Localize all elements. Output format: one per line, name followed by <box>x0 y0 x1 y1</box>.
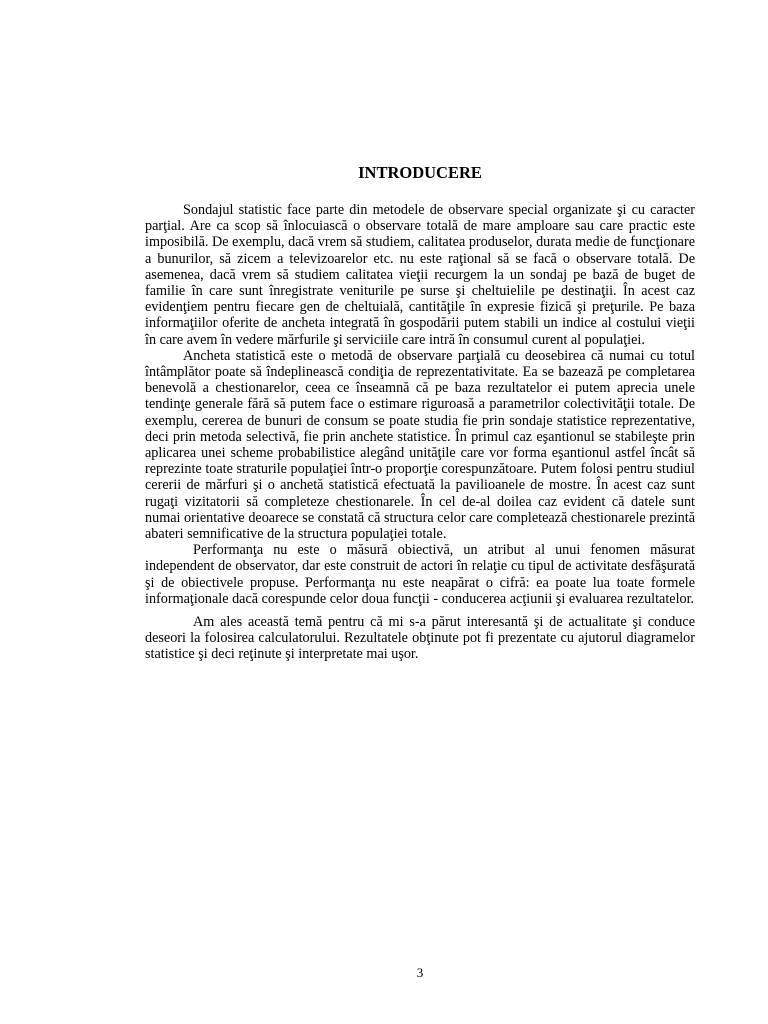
paragraph-ancheta: Ancheta statistică este o metodă de observare parţială cu deosebirea că numai cu totul întâmplător poate să îndeplinească condiţia de reprezentativitate. Ea se bazează pe completarea benevolă a chestionarelor, ceea ce înseamnă că pe baza rezultatelor ei putem aprecia unele tendinţe generale fără să putem face o estimare riguroasă a parametrilor colectivităţii totale. De exemplu, cererea de bunuri de consum se poate studia fie prin sondaje statistice reprezentative, deci prin metoda selectivă, fie prin anchete statistice. În primul caz eşantionul se stabileşte prin aplicarea unei scheme probabilistice alegând unităţile care vor forma eşantionul astfel încât să reprezinte toate straturile populaţiei într-o proporţie corespunzătoare. Putem folosi pentru studiul cererii de mărfuri şi o anchetă statistică efectuată la pavilioanele de mostre. În acest caz sunt rugaţi vizitatorii să completeze chestionarele. În cel de-al doilea caz evident că datele sunt numai orientative deoarece se constată că structura celor care completează chestionarele prezintă abateri semnificative de la structura populaţiei totale. <box>145 347 695 543</box>
document-body <box>145 202 695 663</box>
document-title: INTRODUCERE <box>358 163 482 182</box>
page-number: 3 <box>416 965 424 980</box>
paragraph-performanta: Performanţa nu este o măsură obiectivă, un atribut al unui fenomen măsurat independent de observator, dar este construit de actori în relaţie cu tipul de activitate desfăşurată şi de obiectivele propuse. Performanţa nu este neapărat o cifră: ea poate lua toate formele informaţionale dacă corespunde celor doua funcţii - conducerea acţiunii şi evaluarea rezultatelor. <box>145 542 695 607</box>
paragraph-motivatie: Am ales această temă pentru că mi s-a părut interesantă şi de actualitate şi conduce deseori la folosirea calculatorului. Rezultatele obţinute pot fi prezentate cu ajutorul diagramelor statistice şi deci reţinute şi interpretate mai uşor. <box>145 614 695 663</box>
paragraph-sondaj: Sondajul statistic face parte din metodele de observare special organizate şi cu caracter parţial. Are ca scop să înlocuiască o observare totală de mare amploare sau care practic este imposibilă. De exemplu, dacă vrem să studiem, calitatea produselor, durata medie de funcţionare a bunurilor, să zicem a televizoarelor etc. nu este raţional să se facă o observare totală. De asemenea, dacă vrem să studiem calitatea vieţii recurgem la un sondaj pe bază de buget de familie în care sunt înregistrate veniturile pe surse şi cheltuielile pe destinaţii. În acest caz evidenţiem pentru fiecare gen de cheltuială, cantităţile în expresie fizică şi preţurile. Pe baza informaţiilor oferite de ancheta integrată în gospodării putem stabili un indice al costului vieţii în care avem în vedere mărfurile şi serviciile care intră în consumul curent al populaţiei. <box>145 202 695 348</box>
